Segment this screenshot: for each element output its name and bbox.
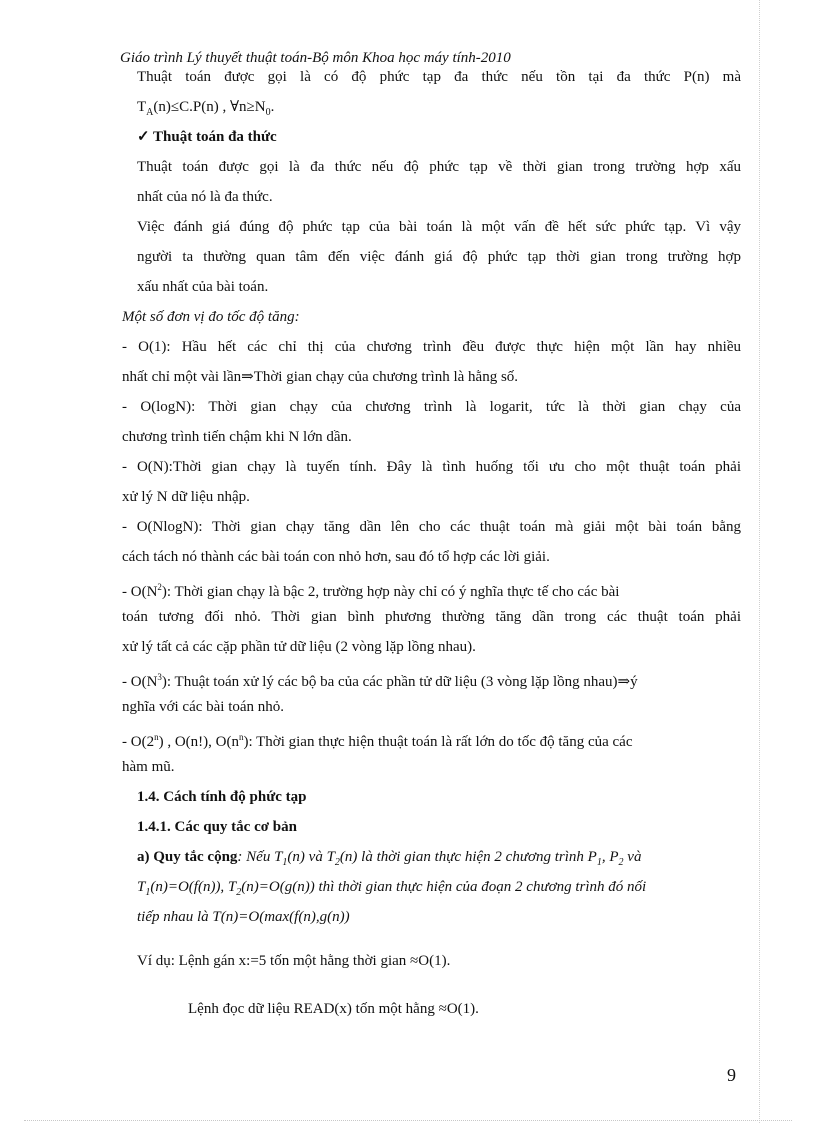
subheading-polynomial: ✓ Thuật toán đa thức [137, 129, 277, 145]
subsection-heading: 1.4.1. Các quy tắc cơ bản [137, 819, 297, 835]
text-line: chương trình tiến chậm khi N lớn dần. [122, 429, 352, 445]
bottom-border [24, 1120, 792, 1121]
text-line: xử lý N dữ liệu nhập. [122, 489, 250, 505]
text-line: - O(N):Thời gian chạy là tuyến tính. Đây là tình huống tối ưu cho một thuật toán phải [122, 459, 741, 475]
example-line: Ví dụ: Lệnh gán x:=5 tốn một hằng thời gian ≈O(1). [137, 953, 451, 969]
text-line: người ta thường quan tâm đến việc đánh giá độ phức tạp thời gian trong trường hợp [137, 249, 741, 265]
rule-line: $T_1(n)=O(f(n))$, $T_2(n)=O(g(n))$ thì thời gian thực hiện của đoạn 2 chương trình đó nối [137, 879, 647, 898]
text-line: nhất của nó là đa thức. [137, 189, 273, 205]
rule-label: a) Quy tắc cộng [137, 849, 238, 865]
rule-line: tiếp nhau là T(n)=O(max(f(n),g(n)) [137, 909, 350, 925]
text-line: Thuật toán được gọi là có độ phức tạp đa thức nếu tồn tại đa thức P(n) mà [137, 69, 741, 85]
page-number: 9 [727, 1065, 736, 1085]
text-line: nhất chỉ một vài lần⇒Thời gian chạy của chương trình là hằng số. [122, 369, 519, 385]
text-line: xử lý tất cả các cặp phần tử dữ liệu (2 vòng lặp lồng nhau). [122, 639, 476, 655]
section-title-units: Một số đơn vị đo tốc độ tăng: [122, 309, 300, 325]
text-line: - $O(N^2)$: Thời gian chạy là bậc 2, trường hợp này chỉ có ý nghĩa thực tế cho các bài [122, 582, 620, 600]
text-line: cách tách nó thành các bài toán con nhỏ hơn, sau đó tổ hợp các lời giải. [122, 549, 550, 565]
text-line: - O(logN): Thời gian chạy của chương trình là logarit, tức là thời gian chạy của [122, 399, 741, 415]
running-header: Giáo trình Lý thuyết thuật toán-Bộ môn Khoa học máy tính-2010 [120, 50, 511, 66]
text-line: - O(NlogN): Thời gian chạy tăng dần lên cho các thuật toán mà giải một bài toán bằng [122, 519, 741, 535]
text-line: Thuật toán được gọi là đa thức nếu độ phức tạp về thời gian trong trường hợp xấu [137, 159, 741, 175]
text-line: toán tương đối nhỏ. Thời gian bình phương thường tăng dần trong các thuật toán phải [122, 609, 741, 625]
text-line: - $O(N^3)$: Thuật toán xử lý các bộ ba của các phần tử dữ liệu (3 vòng lặp lồng nhau)⇒ý [122, 672, 638, 690]
text-line: - O(2$^n$) , O(n!), $O(n^n)$: Thời gian thực hiện thuật toán là rất lớn do tốc độ tăng của các [122, 732, 633, 750]
text-line: Việc đánh giá đúng độ phức tạp của bài toán là một vấn đề hết sức phức tạp. Vì vậy [137, 219, 741, 235]
text-line: - O(1): Hầu hết các chỉ thị của chương trình đều được thực hiện một lần hay nhiều [122, 339, 741, 355]
margin-guide [759, 0, 760, 1123]
rule-line: a) Quy tắc cộng: Nếu $T_1(n)$ và $T_2(n)$ là thời gian thực hiện 2 chương trình $P_1$, $P_2$ và [137, 849, 642, 868]
text-line: hàm mũ. [122, 759, 175, 775]
text-line: nghĩa với các bài toán nhỏ. [122, 699, 285, 715]
section-heading: 1.4. Cách tính độ phức tạp [137, 789, 307, 805]
text-line: xấu nhất của bài toán. [137, 279, 269, 295]
formula-line: $T_A(n)\le C.P(n)$ , $\forall n\ge N_0$. [137, 99, 275, 118]
example-line: Lệnh đọc dữ liệu READ(x) tốn một hằng ≈O(1). [188, 1001, 479, 1017]
